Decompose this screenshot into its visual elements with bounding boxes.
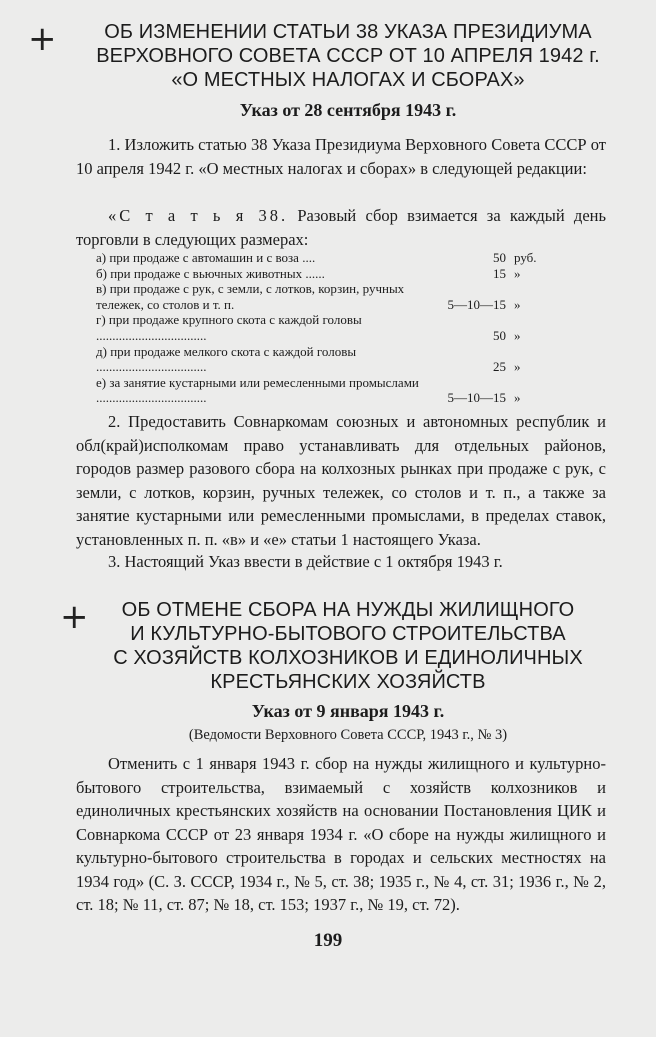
rates-list (96, 250, 562, 406)
rate-row: г) при продаже крупного скота с каждой головы .................................. 50 » (96, 312, 521, 343)
heading-line: С ХОЗЯЙСТВ КОЛХОЗНИКОВ И ЕДИНОЛИЧНЫХ (113, 647, 583, 669)
heading-line: И КУЛЬТУРНО-БЫТОВОГО СТРОИТЕЛЬСТВА (130, 623, 566, 645)
pencil-cross-mark-icon: + (60, 597, 89, 637)
rate-row: б) при продаже с вьючных животных ...... 15 » (96, 265, 521, 281)
pencil-cross-mark-icon: + (28, 19, 57, 59)
rate-row: д) при продаже мелкого скота с каждой головы .................................. 25 » (96, 343, 521, 375)
article-text: Разовый сбор взимается за каждый день торговли в следующих размерах: (76, 206, 606, 249)
rate-row: е) за занятие кустарными или ремесленными промыслами .................................. 5—10—15 » (96, 374, 521, 406)
section2-heading (60, 598, 636, 694)
section2-body: Отменить с 1 января 1943 г. сбор на нужды жилищного и культурно-бытового строительства, взимаемый с хозяйств колхозников и единоличных крестьянских хозяйств на основании Постановления ЦИК и Совнаркома СССР от 23 января 1934 г. «О сборе на нужды жилищного и культурно-бытового строительства в городах и сельских местностях на 1934 год» (С. З. СССР, 1934 г., № 5, ст. 38; 1935 г., № 4, ст. 31; 1936 г., № 2, ст. 18; № 11, ст. 87; № 18, ст. 153; 1937 г., № 19, ст. 72). (76, 754, 606, 914)
heading-line: ВЕРХОВНОГО СОВЕТА СССР ОТ 10 АПРЕЛЯ 1942 г. (96, 45, 600, 67)
section1-paragraph-2: 2. Предоставить Совнаркомам союзных и автономных республик и обл(край)исполкомам право устанавливать для отдельных районов, городов размер разового сбора на колхозных рынках при продаже с рук, с земли, с лотков, корзин, ручных тележек, со столов и т. п., а также за занятие кустарными или ремесленными промыслами, в пределах ставок, установленных п. п. «в» и «е» статьи 1 настоящего Указа. (76, 412, 606, 549)
section1-paragraph-3: 3. Настоящий Указ ввести в действие с 1 октября 1943 г. (108, 552, 503, 571)
heading-line: КРЕСТЬЯНСКИХ ХОЗЯЙСТВ (210, 671, 486, 693)
heading-line: ОБ ОТМЕНЕ СБОРА НА НУЖДЫ ЖИЛИЩНОГО (121, 599, 575, 621)
rate-row: в) при продаже с рук, с земли, с лотков, корзин, ручных тележек, со столов и т. п. 5—10—15 » (96, 281, 521, 312)
section1-decree-date: Указ от 28 сентября 1943 г. (239, 100, 457, 120)
section2-source-citation: (Ведомости Верховного Совета СССР, 1943 г., № 3) (188, 727, 508, 743)
heading-line: «О МЕСТНЫХ НАЛОГАХ И СБОРАХ» (171, 69, 525, 91)
article-lead: «С т а т ь я 38. (108, 206, 289, 225)
rate-row: а) при продаже с автомашин и с воза .... 50 руб. (96, 250, 537, 265)
section1-paragraph-1: 1. Изложить статью 38 Указа Президиума Верховного Совета СССР от 10 апреля 1942 г. «О местных налогах и сборах» в следующей редакции: (76, 135, 606, 178)
section2-decree-date: Указ от 9 января 1943 г. (251, 701, 445, 721)
section1-article-38 (76, 204, 606, 251)
page-number: 199 (313, 930, 343, 951)
heading-line: ОБ ИЗМЕНЕНИИ СТАТЬИ 38 УКАЗА ПРЕЗИДИУМА (104, 21, 592, 43)
section1-heading (60, 20, 636, 92)
